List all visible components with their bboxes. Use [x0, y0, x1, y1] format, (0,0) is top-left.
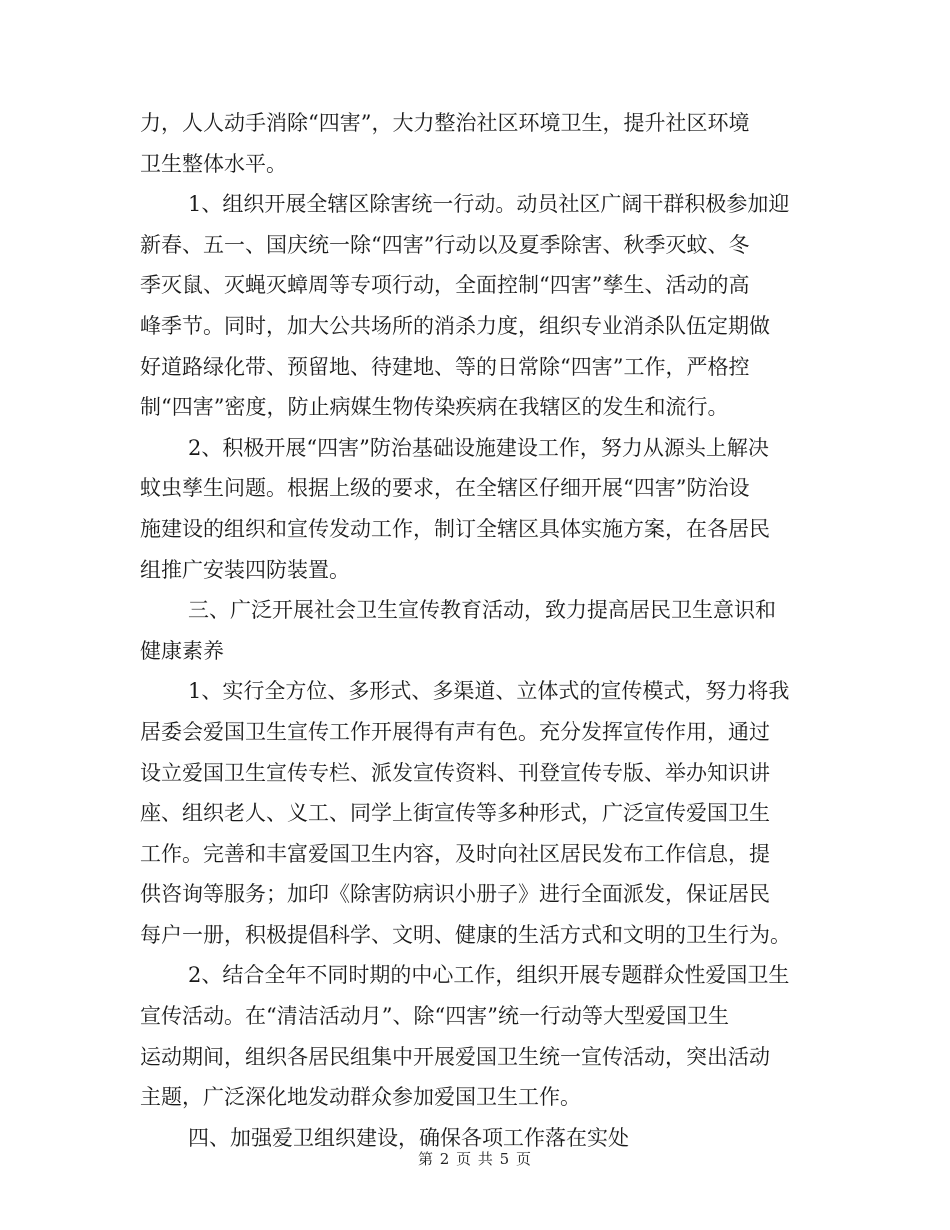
text-line: 季灭鼠、灭蝇灭蟑周等专项行动，全面控制“四害”孳生、活动的高 — [140, 273, 750, 298]
text-line: 制“四害”密度，防止病媒生物传染疾病在我辖区的发生和流行。 — [140, 395, 729, 420]
text-line: 2、结合全年不同时期的中心工作，组织开展专题群众性爱国卫生 — [188, 963, 790, 988]
text-line: 1、组织开展全辖区除害统一行动。动员社区广阔干群积极参加迎 — [188, 192, 790, 217]
section-heading: 健康素养 — [140, 638, 224, 663]
text-line: 卫生整体水平。 — [140, 151, 287, 176]
text-line: 好道路绿化带、预留地、待建地、等的日常除“四害”工作，严格控 — [140, 354, 750, 379]
text-line: 工作。完善和丰富爱国卫生内容，及时向社区居民发布工作信息，提 — [140, 841, 770, 866]
text-line: 峰季节。同时，加大公共场所的消杀力度，组织专业消杀队伍定期做 — [140, 313, 770, 338]
page-number-footer: 第 2 页 共 5 页 — [418, 1150, 532, 1168]
text-line: 主题，广泛深化地发动群众参加爱国卫生工作。 — [140, 1085, 581, 1110]
text-line: 座、组织老人、义工、同学上街宣传等多种形式，广泛宣传爱国卫生 — [140, 801, 770, 826]
text-line: 2、积极开展“四害”防治基础设施建设工作，努力从源头上解决 — [188, 435, 769, 460]
text-line: 运动期间，组织各居民组集中开展爱国卫生统一宣传活动，突出活动 — [140, 1044, 770, 1069]
document-body — [140, 103, 812, 1158]
text-line: 宣传活动。在“清洁活动月”、除“四害”统一行动等大型爱国卫生 — [140, 1004, 729, 1029]
text-line: 新春、五一、国庆统一除“四害”行动以及夏季除害、秋季灭蚊、冬 — [140, 232, 750, 257]
section-heading: 四、加强爱卫组织建设，确保各项工作落在实处 — [188, 1125, 629, 1150]
text-line: 每户一册，积极提倡科学、文明、健康的生活方式和文明的卫生行为。 — [140, 922, 791, 947]
text-line: 组推广安装四防装置。 — [140, 557, 350, 582]
section-heading: 三、广泛开展社会卫生宣传教育活动，致力提高居民卫生意识和 — [188, 598, 776, 623]
text-line: 施建设的组织和宣传发动工作，制订全辖区具体实施方案，在各居民 — [140, 516, 770, 541]
text-line: 力，人人动手消除“四害”，大力整治社区环境卫生，提升社区环境 — [140, 111, 750, 135]
text-line: 1、实行全方位、多形式、多渠道、立体式的宣传模式，努力将我 — [188, 679, 790, 704]
text-line: 居委会爱国卫生宣传工作开展得有声有色。充分发挥宣传作用，通过 — [140, 719, 770, 744]
text-line: 蚊虫孳生问题。根据上级的要求，在全辖区仔细开展“四害”防治设 — [140, 476, 750, 501]
text-line: 供咨询等服务；加印《除害防病识小册子》进行全面派发，保证居民 — [140, 882, 770, 907]
text-line: 设立爱国卫生宣传专栏、派发宣传资料、刊登宣传专版、举办知识讲 — [140, 760, 770, 785]
